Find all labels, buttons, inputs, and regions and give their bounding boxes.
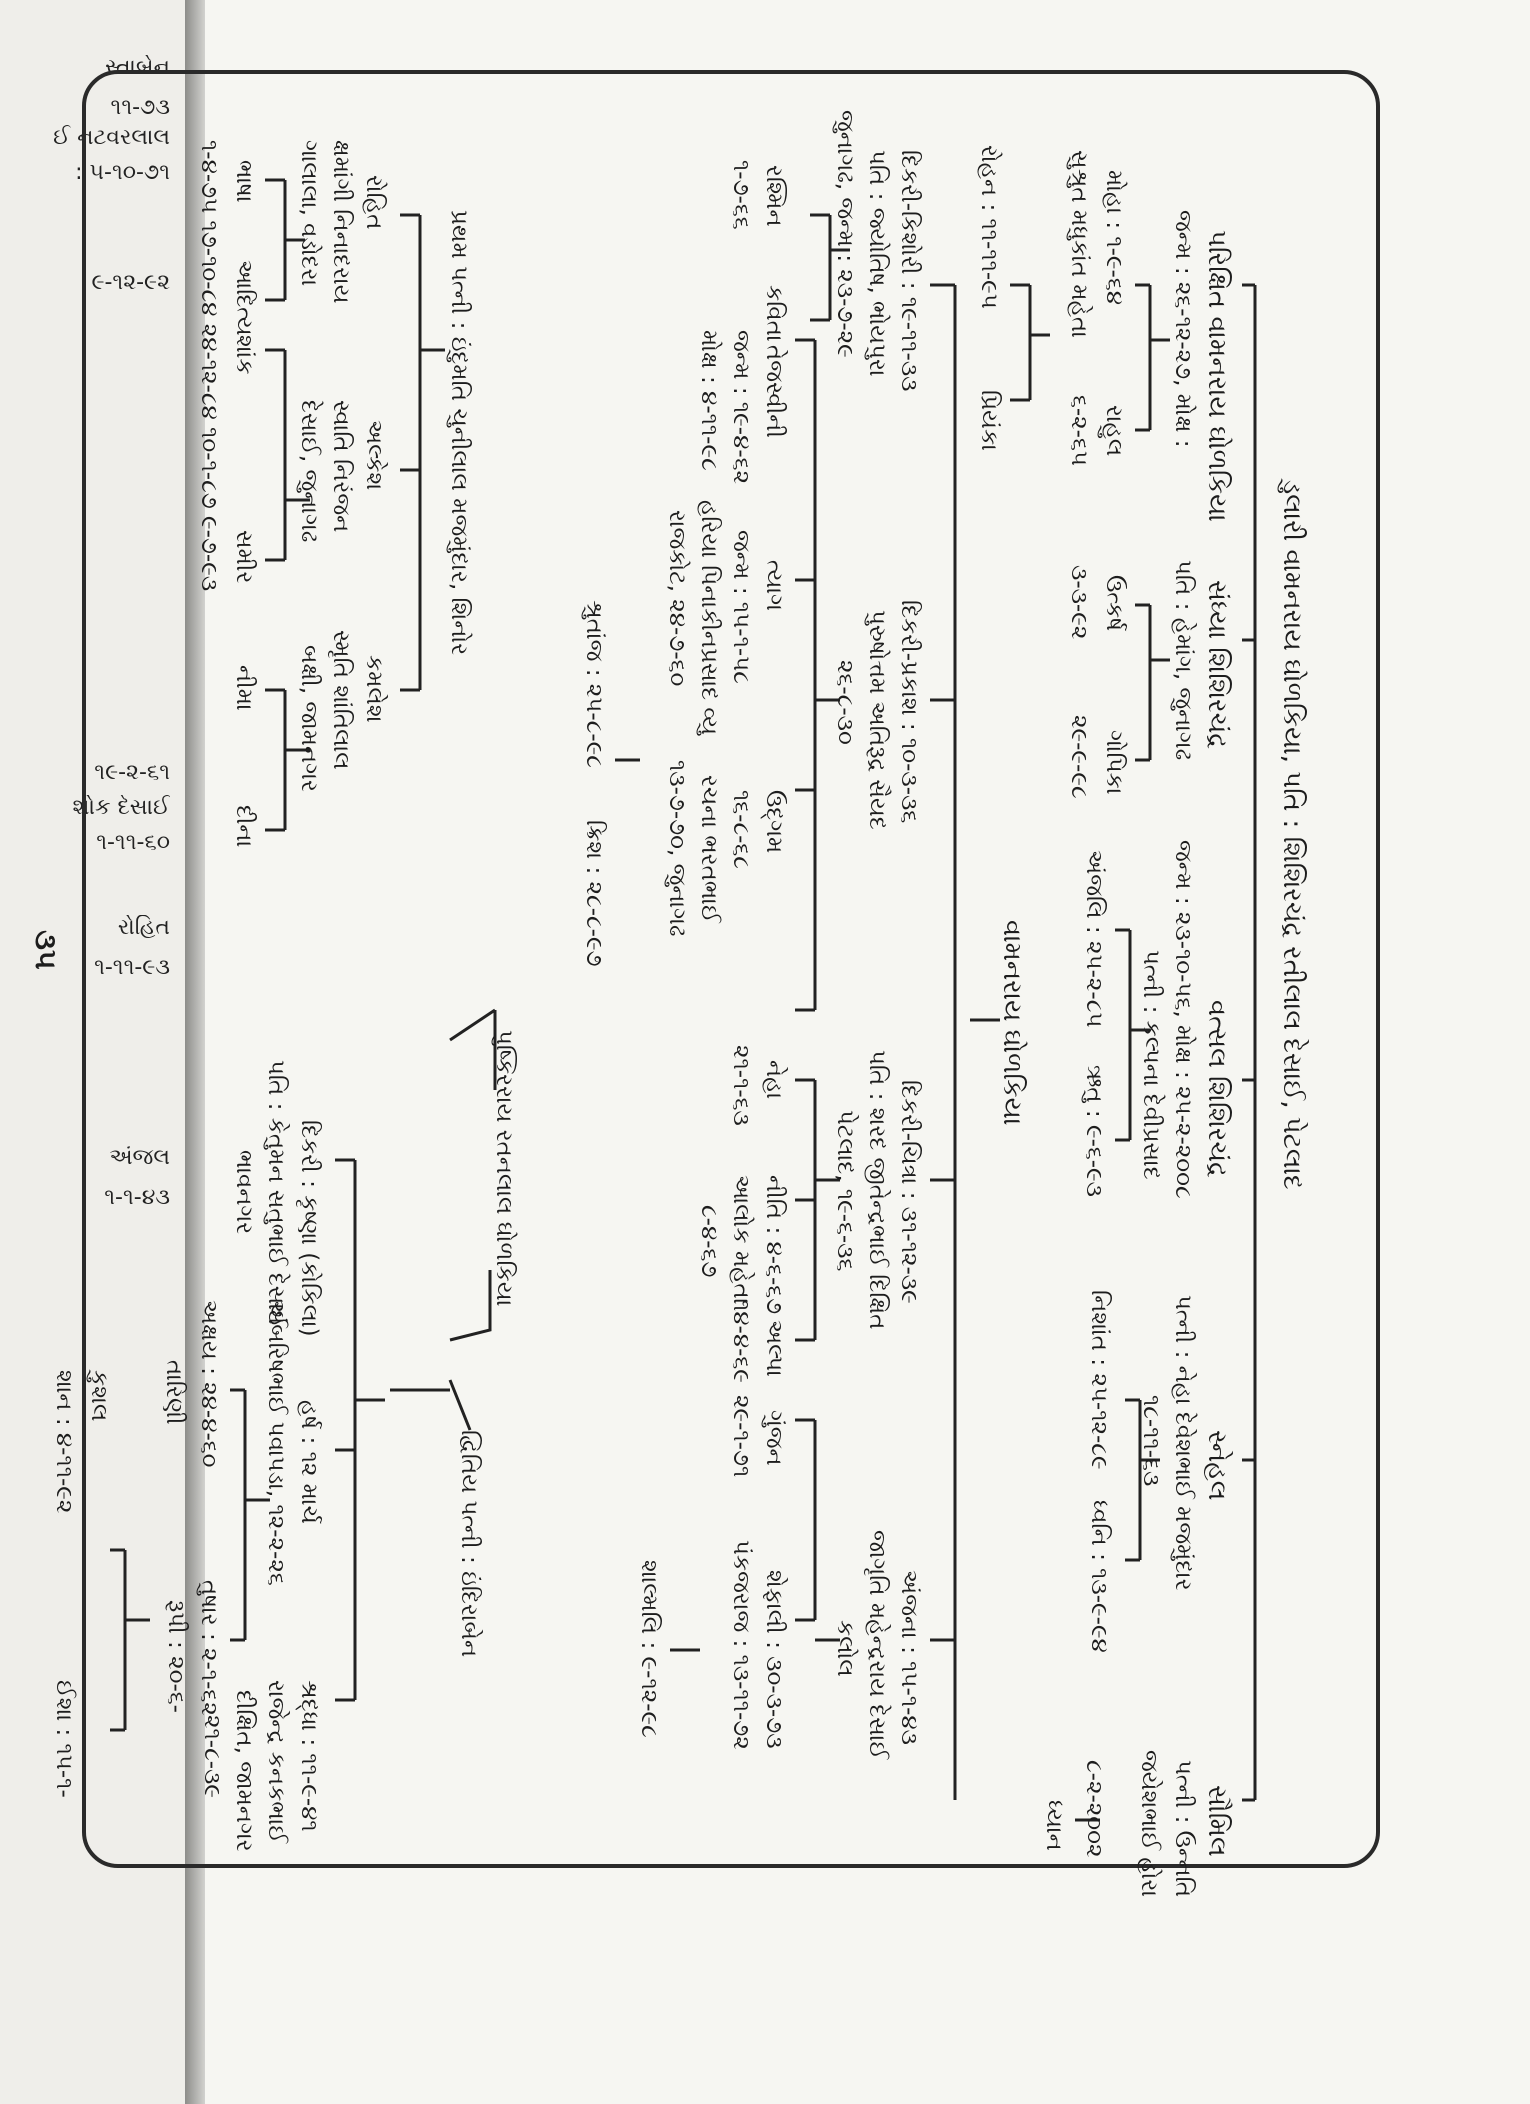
person-neeti: નીતિ : ૪-૬-૬૭ [761,1175,787,1315]
prev-line: ૧-૧૧-૬૦ [96,830,170,855]
ggkids-dates: ૧-૪-૭૫ ૧૭-૧૦-૮૪ ૨૪-૧૨-૮૪ ૧૦-૧-૮૭ ૯-૭-૯૩ [196,140,222,592]
person-dhyan: ધ્યાન [1041,1800,1067,1851]
person-akshay: અક્ષય : ૨૪-૪-૬૦ [196,1300,222,1468]
person-utkarsh: ઉત્કર્ષ [1101,575,1127,632]
person-udgam-date: ૧૬-૮-૬૮ [728,790,754,869]
person-udgam-wife: રચના ભરતભાઈ [696,775,722,923]
person-shraddha-husband-date: ૨૧-૮-૩૯ [199,1715,225,1798]
person-udgam: ઉદ્ગમ [761,790,787,854]
person-neha-date: ૨૧-૧-૬૩ [728,1045,754,1126]
person-priyanka: પ્રિયંકા [976,390,1002,451]
person-kamlesh-wife-place: બક્ષી, જામનગર [296,645,322,792]
prev-line: : ૫-૧૦-૭૧ [75,160,170,185]
person-parikshit: પરિક્ષિત વામનરાય ઘોળકિયા [1202,230,1232,522]
page-number: ૩૫ [28,930,63,970]
person-tyag-wife-place: રાજકોટ, ૨૪-૭-૬૦ [664,510,690,687]
person-nishant: નિશાંત : ૨૫-૧૨-૮૯ [1086,1290,1112,1470]
person-tyag: ત્યાગ [761,560,787,611]
prev-line: ૧-૧૧-૯૩ [94,955,170,980]
person-udgam-wife-date: ૧૩-૭-૭૦, જુનાગઢ [664,760,690,937]
person-kavita: કવિતા [761,285,787,342]
person-rashmin-date: ૧-૭-૬૬ [728,160,754,230]
person-rohan: રોહન : ૧૧-૧૧-૯૫ [976,145,1002,309]
person-prakash-husband: પુરુષોત્તમ અતિરૂદ્ર સૈયદ [864,610,890,830]
person-harsh-wife: અંબરિષભાઈ પવાપડા, ૧૨-૨-૨૬ [263,1300,289,1586]
person-anjana-partner: જાગૃતિ મહેન્દ્રરાય દેસાઈ [864,1530,890,1760]
person-gopika-date: ૨૯-૯-૯૮ [1066,715,1092,799]
person-aditya: આદિત્ય [231,260,257,336]
person-neeti-husband-date: ૮-૪-૬૭ [696,1205,722,1278]
person-tarini: તારિણી [161,1360,187,1425]
person-kamlesh: કમલેશ [361,655,387,723]
person-kishori: દિકરી-કિશોરી : ૧૯-૧૧-૩૩ [896,150,922,392]
person-alkesh: અલ્કેશ [361,420,387,491]
person-neeti-husband: આલોક મહેતા [728,1175,754,1305]
person-snehal: સ્નેહલ [1202,1430,1232,1501]
prev-line: ૧-૧-૪૩ [104,1185,170,1210]
person-dhyan-date: ૮-૨-૨૦૦૨ [1081,1760,1107,1858]
root-couple: ડુલારી વામનરાય ઘોળકિયા, પતિ : શિશિરચંદ્ર રતીલાલ દેસાઈ, પેટલાદ [1277,480,1307,1190]
person-rohit: રોહિત [361,175,387,230]
prev-line: ૧૧-૭૩ [110,95,170,120]
person-shalmali: શાલ્મલિ : ૯-૧૨-૯૮ [636,1560,662,1738]
person-deena: દીના [231,805,257,848]
person-krish: ક્રિશ : ૨૮-૮-૯૭ [581,820,607,967]
person-shraddha-husband: રાજેન્દ્ર કનકભાઈ [263,1680,289,1844]
person-shaan: શાન : ૪-૧૧-૯૨ [51,1370,77,1514]
person-krishna: દિકરી : કૃષ્ણા (કોકિલા) [296,1120,322,1337]
person-anjana-place: કલોલ [832,1620,858,1677]
person-rahul-date: ૬-૨-૬૫ [1066,395,1092,466]
person-rahul: રાહુલ [1101,405,1127,457]
prev-line: રોહિત [117,915,170,940]
person-rohit-wife: ક્ષમાંગી નિનાદરાય [328,140,354,304]
person-harsh: હર્ષ : ૧૨ માર્ચ [296,1400,322,1524]
person-alkesh-wife: સ્વાતિ નિરંજન [328,400,354,533]
person-bhasha: ભાષા [231,160,257,203]
person-sameer: સમીર [231,530,257,584]
person-pankajraj: પંકજરાજ : ૧૩-૧૧-૭૨ [728,1540,754,1750]
person-pushkarrai: પુષ્કિરરાય રતનલાલ ઘોળકિયા [491,1030,517,1307]
prev-line: ૯-૧૨-૯૨ [91,270,170,295]
person-shank: શાંક [231,335,257,375]
person-sandhya: સંધ્યા શિશિરચંદ્ર [1202,580,1232,749]
person-kamlesh-wife: સ્મૃતિ શાંતિલાલ [328,630,354,770]
person-tejaswini: તેજસ્વીની [761,345,787,439]
person-shraddha: શ્રદ્ધા : ૧૧-૯-૪૧ [296,1680,322,1832]
person-tushar: તુષાર : ૨-૧-૬૨ [196,1580,222,1716]
person-dhvani: ધ્વનિ : ૧૩-૯-૯૪ [1086,1500,1112,1653]
person-neema: નીમા [231,665,257,711]
person-alkesh-wife-place: દેસાઈ, જુનાગઢ [296,400,322,543]
person-neha: નેહા [761,1060,787,1100]
person-kishori-place: જુનાગઢ, જન્મ : ૨૩-૭-૨૯ [832,110,858,358]
person-alpa: અલ્પા [761,1320,787,1377]
person-snehal-wife: પત્ની : નેહા દેવેશભાઈ મજમુંદાર [1170,1295,1196,1591]
prev-line: શોક દેસાઈ [72,795,170,820]
person-saumil: સૌમિલ [1202,1785,1232,1857]
person-rashmin: રશ્મિન [761,165,787,227]
person-vamanrai: વામનરાય ઘોળકિયા [997,920,1027,1126]
person-utkarsh-date: ૩-૩-૯૨ [1066,565,1092,640]
person-krutu: ઋતુ : ૯-૬-૯૩ [1081,1065,1107,1197]
person-saumil-wife: પત્ની : ઉન્નતિ [1170,1760,1196,1898]
person-rupi: રૂપી : ૨૦-૬- [163,1600,189,1713]
person-parikshit-dates: જન્મ : ૨૬-૧૨-૨૭, મોક્ષ : [1170,210,1196,448]
person-pushkar-first-wife: પ્રથમ પત્ની : ઇંદુમતિ ચુનીલાલ મજમુંદાર, શિનોર [446,210,472,656]
person-shrutanj: શ્રુતાંજ : ૨૫-૮-૯૮ [581,600,607,768]
person-tejaswini-birth: જન્મ : ૧૯-૪-૬૨ [728,330,754,485]
person-anjali: અંજલિ : ૨૫-૨-૮૫ [1081,850,1107,1028]
person-krishna-place: ભાવનગર [231,1150,257,1235]
person-snehal-date: ૧૮-૧૧-૬૩ [1138,1395,1164,1487]
person-vatsal-wife: પત્ની : કલ્પના દેવીપ્રસાદ [1138,950,1164,1180]
person-kushal: કુશલ [86,1370,112,1422]
person-prakash: દિકરી-પ્રકાશ : ૧૦-૩-૩૬ [896,600,922,824]
person-chitra-place: પેટલાદ, ૧૯-૬-૩૬ [832,1110,858,1272]
person-alpa-date: ૧૪-૪-૬૯ [728,1300,754,1383]
person-gopika: ગોપિકા [1101,730,1127,795]
person-tyag-wife: હરિયા પિનાકીનપ્રસાદ વ્યુ [696,500,722,736]
person-chitra-husband: પતિ : શરદ જીતેન્દ્રભાઈ દિક્ષિત [864,1050,890,1330]
person-anjana: અંજના : ૧૫-૧-૪૩ [896,1570,922,1745]
person-kishori-husband: પતિ : જ્યોતિષ, ભોયપુરા [864,150,890,377]
prev-line: ૧૯-૨-૬૧ [94,760,170,785]
person-saumil-wife-surname: જયેશભાઈ હોરા [1136,1750,1162,1898]
person-vatsal-dates: જન્મ : ૨૩-૧૦-૫૬, મોક્ષ : ૨૫-૨-૨૦૦૮ [1170,840,1196,1199]
person-sandhya-husband: પતિ : હેમાંગ, જુનાગઢ [1170,560,1196,761]
person-shraddha-husband-place: દીક્ષિત, જામનગર [231,1690,257,1852]
person-prakash-date: ૨૬-૮-૩૦ [832,660,858,745]
person-vatsal: વત્સલ શિશિરચંદ્ર [1202,1000,1232,1178]
person-gunjan-date: ૨૯-૧-૭૧ [728,1395,754,1478]
person-krishna-husband: પતિ : કેતુમન સતુભાઈ દેસાઈ [263,1060,289,1328]
person-tejaswini-death: મોક્ષ : ૪-૧૧-૯૮ [696,330,722,471]
prev-line: અંજલ [109,1145,170,1170]
person-rohit-wife-place: ગાલાલા, વડોદરા [296,140,322,287]
person-shefali: શેફાલી : ૩૦-૩-૭૩ [761,1570,787,1749]
person-moha: મોહા : ૧-૯-૬૪ [1101,170,1127,305]
person-chitra: દિકરી-ચિત્રા : ૩૧-૧૨-૩૯ [896,1080,922,1304]
person-isha: ઈશા : ૧૫-૧- [51,1680,77,1798]
person-pushkar-second-wife: દ્વિતિય પત્ની : ઇંદિરાબેન [456,1430,482,1658]
person-moha-husband: સુશ્રુત મધુકાંત મહેતા [1066,150,1092,338]
person-tyag-birth: જન્મ : ૧૫-૧-૫૮ [728,530,754,684]
prev-line: ઈ નટવરલાલ [53,125,170,150]
prev-line: સ્તાબેન [105,55,170,80]
person-gunjan: ગુંજન [761,1410,787,1466]
